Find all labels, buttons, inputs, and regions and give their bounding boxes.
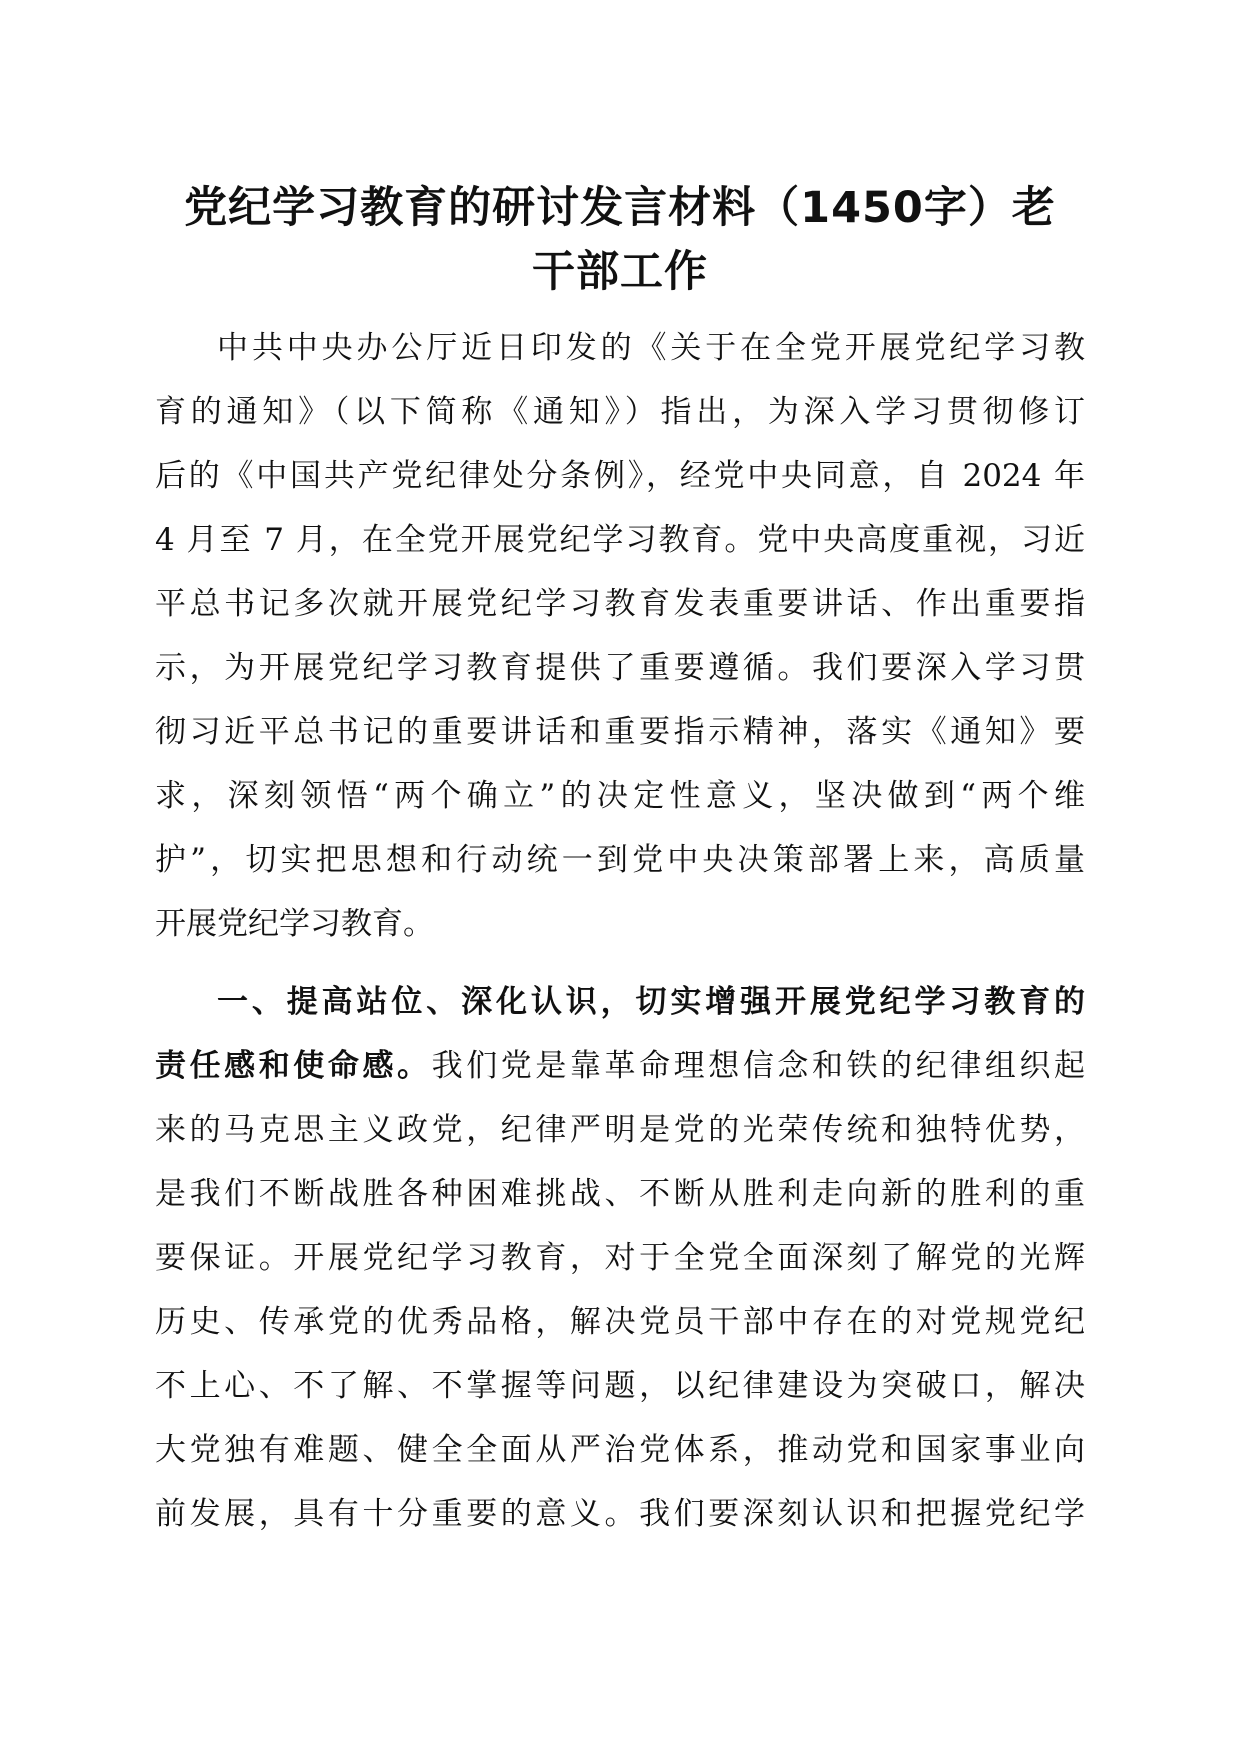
body-line: 大党独有难题、健全全面从严治党体系，推动党和国家事业向 <box>155 1432 1085 1468</box>
title-line-2: 干部工作 <box>532 247 708 297</box>
document-title <box>150 176 1090 304</box>
body-line: 求，深刻领悟“两个确立”的决定性意义，坚决做到“两个维 <box>155 778 1085 814</box>
paragraph-section-1 <box>155 970 1085 1546</box>
body-line: 开展党纪学习教育。 <box>155 906 434 942</box>
document-body <box>155 316 1085 1546</box>
body-line: 4 月至 7 月，在全党开展党纪学习教育。党中央高度重视，习近 <box>155 522 1085 558</box>
body-line: 育的通知》（以下简称《通知》）指出，为深入学习贯彻修订 <box>155 394 1085 430</box>
body-line: 后的《中国共产党纪律处分条例》，经党中央同意，自 2024 年 <box>155 458 1085 494</box>
body-line: 是我们不断战胜各种困难挑战、不断从胜利走向新的胜利的重 <box>155 1176 1085 1212</box>
body-line: 中共中央办公厅近日印发的《关于在全党开展党纪学习教 <box>217 330 1085 366</box>
body-line-rest: 我们党是靠革命理想信念和铁的纪律组织起 <box>431 1048 1085 1084</box>
body-line: 平总书记多次就开展党纪学习教育发表重要讲话、作出重要指 <box>155 586 1085 622</box>
body-line: 要保证。开展党纪学习教育，对于全党全面深刻了解党的光辉 <box>155 1240 1085 1276</box>
body-line: 示，为开展党纪学习教育提供了重要遵循。我们要深入学习贯 <box>155 650 1085 686</box>
body-line: 历史、传承党的优秀品格，解决党员干部中存在的对党规党纪 <box>155 1304 1085 1340</box>
title-line-1: 党纪学习教育的研讨发言材料（1450字）老 <box>184 183 1056 233</box>
body-line: 前发展，具有十分重要的意义。我们要深刻认识和把握党纪学 <box>155 1496 1085 1532</box>
body-line: 护”，切实把思想和行动统一到党中央决策部署上来，高质量 <box>155 842 1085 878</box>
section-heading-line: 一、提高站位、深化认识，切实增强开展党纪学习教育的 <box>217 984 1085 1020</box>
body-line: 来的马克思主义政党，纪律严明是党的光荣传统和独特优势， <box>155 1112 1085 1148</box>
body-line: 不上心、不了解、不掌握等问题，以纪律建设为突破口，解决 <box>155 1368 1085 1404</box>
paragraph-intro <box>155 316 1085 956</box>
section-heading-tail: 责任感和使命感。 <box>155 1048 432 1084</box>
body-line: 彻习近平总书记的重要讲话和重要指示精神，落实《通知》要 <box>155 714 1085 750</box>
body-line <box>155 1034 1085 1098</box>
